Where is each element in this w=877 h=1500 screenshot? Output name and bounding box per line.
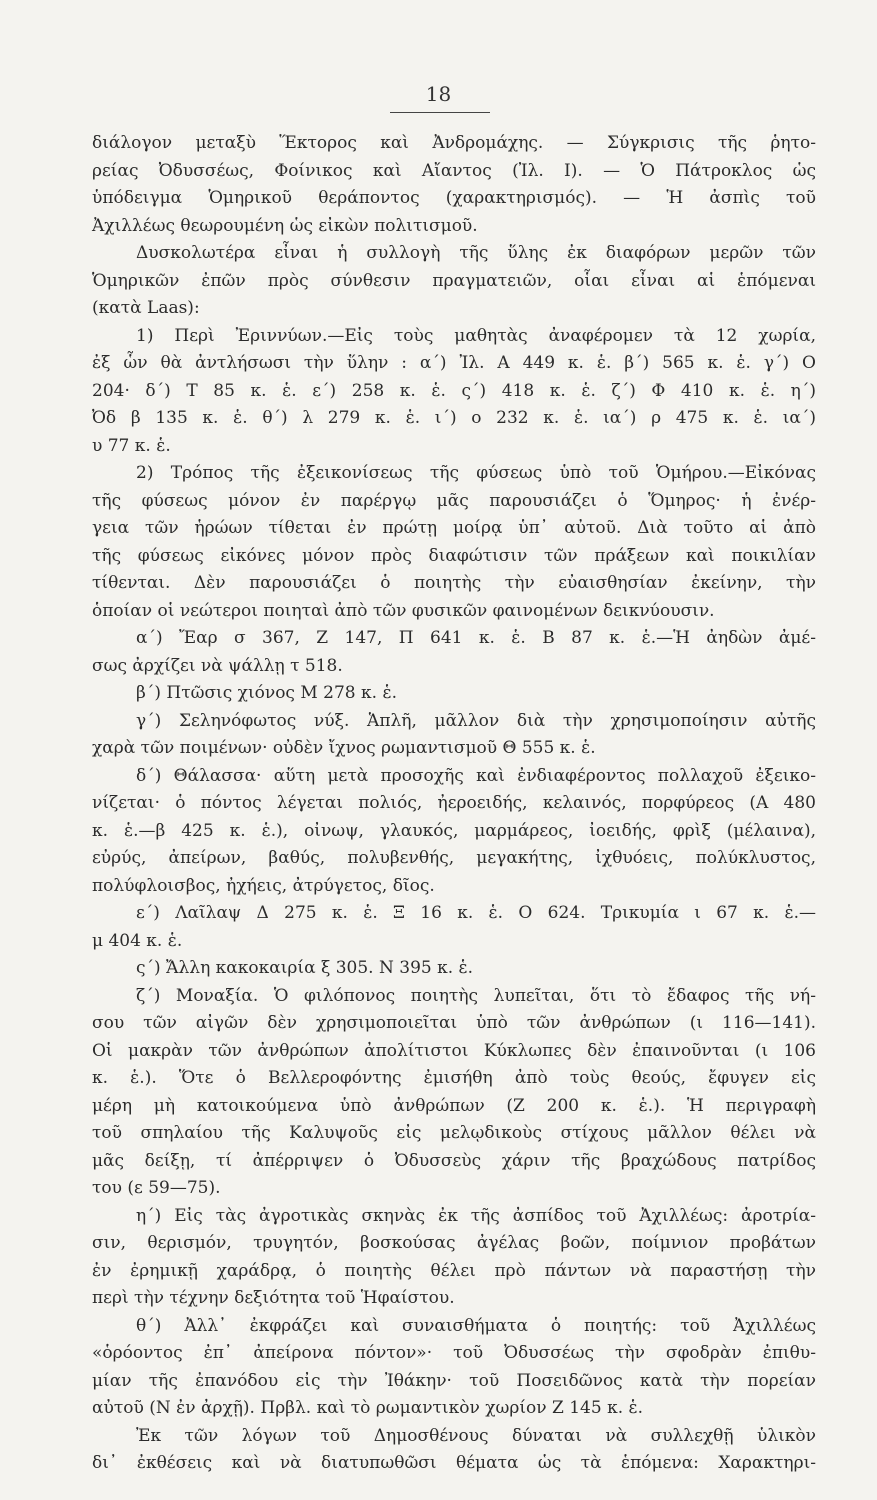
text-line: αὐτοῦ (Ν ἐν ἀρχῇ). Πρβλ. καὶ τὸ ρωμαντικὸν χωρίον Ζ 145 κ. ἑ. [92,1398,644,1418]
text-line: σως ἀρχίζει νὰ ψάλλῃ τ 518. [92,655,343,676]
text-line: Δυσκολωτέρα εἶναι ἡ συλλογὴ τῆς ὕλης ἐκ διαφόρων μερῶν τῶν [136,243,816,263]
text-line: δ΄) Θάλασσα· αὕτη μετὰ προσοχῆς καὶ ἐνδιαφέροντος πολλαχοῦ ἐξεικο- [136,765,816,786]
text-line: περὶ τὴν τέχνην δεξιότητα τοῦ Ἡφαίστου. [92,1288,455,1308]
text-line: θ΄) Ἀλλ᾽ ἐκφράζει καὶ συναισθήματα ὁ ποιητής: τοῦ Ἀχιλλέως [136,1315,816,1336]
text-line: μίαν τῆς ἐπανόδου εἰς τὴν Ἰθάκην· τοῦ Ποσειδῶνος κατὰ τὴν πορείαν [92,1370,816,1391]
text-line: δι᾽ ἐκθέσεις καὶ νὰ διατυπωθῶσι θέματα ὡς τὰ ἑπόμενα: Χαρακτηρι- [92,1453,816,1473]
page-number: 18 [425,82,452,106]
text-line: εὐρύς, ἀπείρων, βαθύς, πολυβενθής, μεγακήτης, ἰχθυόεις, πολύκλυστος, [92,848,816,868]
text-line: η΄) Εἰς τὰς ἀγροτικὰς σκηνὰς ἐκ τῆς ἀσπίδος τοῦ Ἀχιλλέως: ἀροτρία- [136,1205,816,1226]
text-line: σου τῶν αἰγῶν δὲν χρησιμοποιεῖται ὑπὸ τῶν ἀνθρώπων (ι 116—141). [92,1013,816,1033]
text-line: μέρη μὴ κατοικούμενα ὑπὸ ἀνθρώπων (Ζ 200 κ. ἑ.). Ἡ περιγραφὴ [92,1095,816,1116]
text-line: ἐν ἐρημικῇ χαράδρᾳ, ὁ ποιητὴς θέλει πρὸ πάντων νὰ παραστήσῃ τὴν [92,1260,816,1281]
text-line: α΄) Ἔαρ σ 367, Ζ 147, Π 641 κ. ἑ. Β 87 κ. ἑ.—Ἡ ἀηδὼν ἀμέ- [136,628,816,648]
text-line: ἐξ ὧν θὰ ἀντλήσωσι τὴν ὕλην : α΄) Ἰλ. Α 449 κ. ἑ. β΄) 565 κ. ἑ. γ΄) Ο [92,353,816,373]
text-line: νίζεται· ὁ πόντος λέγεται πολιός, ἠεροειδής, κελαινός, πορφύρεος (Α 480 [92,793,816,813]
header-rule [390,112,490,113]
text-line: τῆς φύσεως μόνον ἐν παρέργῳ μᾶς παρουσιάζει ὁ Ὅμηρος· ἡ ἐνέρ- [92,490,816,511]
text-line: ε΄) Λαῖλαψ Δ 275 κ. ἑ. Ξ 16 κ. ἑ. Ο 624. Τρικυμία ι 67 κ. ἑ.— [136,903,816,923]
text-line: γ΄) Σεληνόφωτος νύξ. Ἁπλῆ, μᾶλλον διὰ τὴν χρησιμοποίησιν αὐτῆς [136,710,816,731]
text-line: Ὀδ β 135 κ. ἑ. θ΄) λ 279 κ. ἑ. ι΄) ο 232 κ. ἑ. ια΄) ρ 475 κ. ἑ. ια΄) [92,408,816,428]
text-line: διάλογον μεταξὺ Ἕκτορος καὶ Ἀνδρομάχης. — Σύγκρισις τῆς ῥητο- [92,133,816,153]
text-line: Ὁμηρικῶν ἐπῶν πρὸς σύνθεσιν πραγματειῶν, οἷαι εἶναι αἱ ἑπόμεναι [92,270,816,291]
text-line: Οἱ μακρὰν τῶν ἀνθρώπων ἀπολίτιστοι Κύκλωπες δὲν ἐπαινοῦνται (ι 106 [92,1040,816,1061]
text-line: 2) Τρόπος τῆς ἐξεικονίσεως τῆς φύσεως ὑπὸ τοῦ Ὁμήρου.—Εἰκόνας [136,463,816,483]
text-line: (κατὰ Laas): [92,298,200,318]
text-line: Ἀχιλλέως θεωρουμένη ὡς εἰκὼν πολιτισμοῦ. [92,215,478,236]
text-line: β΄) Πτῶσις χιόνος Μ 278 κ. ἑ. [136,683,397,703]
text-line: τίθενται. Δὲν παρουσιάζει ὁ ποιητὴς τὴν εὐαισθησίαν ἐκείνην, τὴν [92,573,816,593]
text-line: ζ΄) Μοναξία. Ὁ φιλόπονος ποιητὴς λυπεῖται, ὅτι τὸ ἔδαφος τῆς νή- [136,985,816,1006]
text-line: ὁποίαν οἱ νεώτεροι ποιηταὶ ἀπὸ τῶν φυσικῶν φαινομένων δεικνύουσιν. [92,600,715,621]
text-line: τῆς φύσεως εἰκόνες μόνον πρὸς διαφώτισιν τῶν πράξεων καὶ ποικιλίαν [92,545,816,566]
text-line: γεια τῶν ἡρώων τίθεται ἐν πρώτῃ μοίρᾳ ὑπ᾽ αὐτοῦ. Διὰ τοῦτο αἱ ἀπὸ [92,518,816,538]
text-line: μ 404 κ. ἑ. [92,930,183,951]
text-line: ρείας Ὀδυσσέως, Φοίνικος καὶ Αἴαντος (Ἰλ. Ι). — Ὁ Πάτροκλος ὡς [92,160,816,181]
text-line: υ 77 κ. ἑ. [92,435,171,456]
text-line: χαρὰ τῶν ποιμένων· οὐδὲν ἴχνος ρωμαντισμοῦ Θ 555 κ. ἑ. [92,738,596,758]
text-line: ς΄) Ἄλλη κακοκαιρία ξ 305. Ν 395 κ. ἑ. [136,958,474,978]
text-line: του (ε 59—75). [92,1178,221,1198]
text-line: κ. ἑ.—β 425 κ. ἑ.), οἰνωψ, γλαυκός, μαρμάρεος, ἰοειδής, φρὶξ (μέλαινα), [92,820,816,841]
text-line: ὑπόδειγμα Ὁμηρικοῦ θεράποντος (χαρακτηρισμός). — Ἡ ἀσπὶς τοῦ [92,188,816,208]
text-line: πολύφλοισβος, ἠχήεις, ἀτρύγετος, δῖος. [92,875,435,896]
text-line: κ. ἑ.). Ὅτε ὁ Βελλεροφόντης ἐμισήθη ἀπὸ τοὺς θεούς, ἔφυγεν εἰς [92,1068,816,1088]
text-line: 204· δ΄) Τ 85 κ. ἑ. ε΄) 258 κ. ἑ. ς΄) 418 κ. ἑ. ζ΄) Φ 410 κ. ἑ. η΄) [92,380,816,401]
text-line: μᾶς δείξῃ, τί ἀπέρριψεν ὁ Ὀδυσσεὺς χάριν τῆς βραχώδους πατρίδος [92,1150,816,1171]
text-line: τοῦ σπηλαίου τῆς Καλυψοῦς εἰς μελῳδικοὺς στίχους μᾶλλον θέλει νὰ [92,1123,816,1143]
text-line: 1) Περὶ Ἐριννύων.—Εἰς τοὺς μαθητὰς ἀναφέρομεν τὰ 12 χωρία, [136,325,816,346]
text-line: «ὁρόοντος ἐπ᾽ ἀπείρονα πόντον»· τοῦ Ὀδυσσέως τὴν σφοδρὰν ἐπιθυ- [92,1343,816,1363]
text-line: σιν, θερισμόν, τρυγητόν, βοσκούσας ἀγέλας βοῶν, ποίμνιον προβάτων [92,1233,816,1253]
body-text [92,130,816,1478]
text-line: Ἐκ τῶν λόγων τοῦ Δημοσθένους δύναται νὰ συλλεχθῇ ὑλικὸν [136,1425,816,1446]
